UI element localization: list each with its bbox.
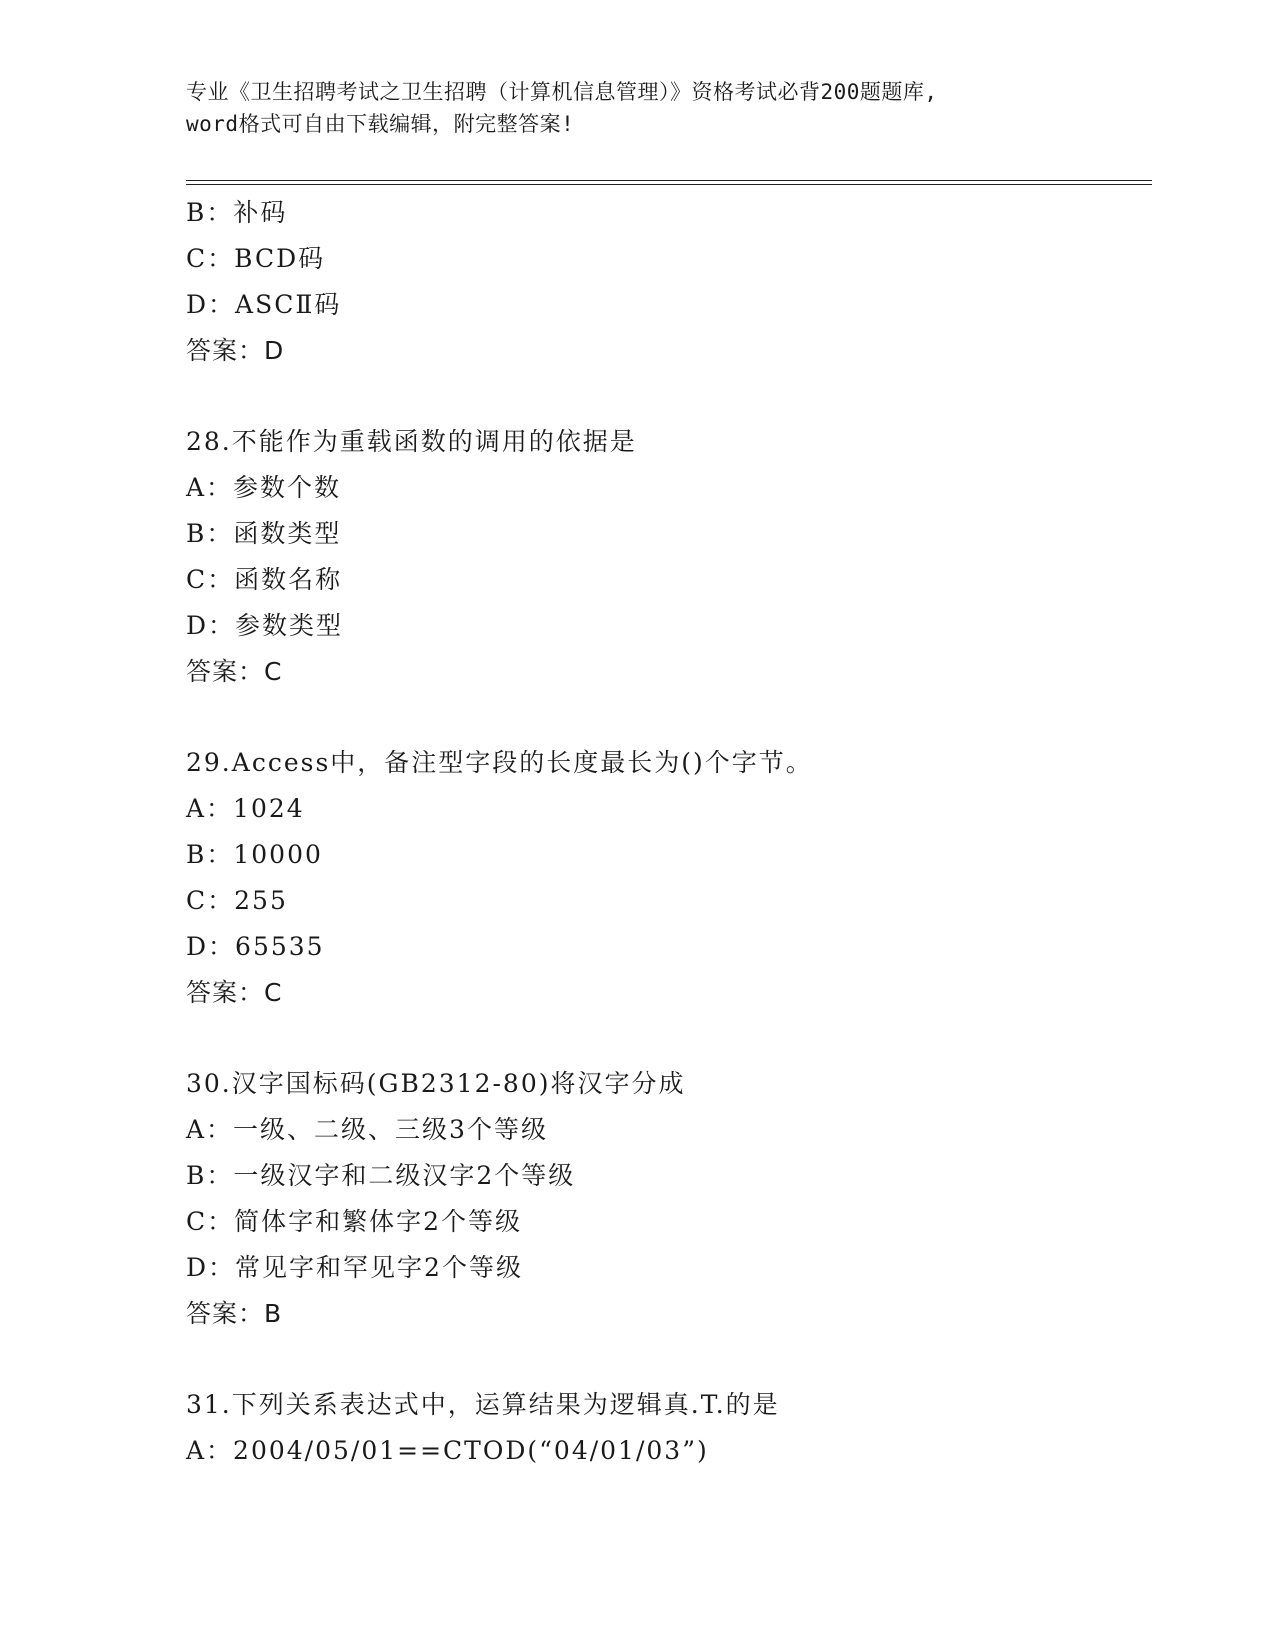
answer-line: 答案：B bbox=[186, 1299, 283, 1328]
option-a: A：参数个数 bbox=[186, 473, 342, 502]
option-c: C：函数名称 bbox=[186, 565, 343, 594]
answer-line: 答案：D bbox=[186, 336, 285, 365]
spacer bbox=[186, 1337, 1152, 1382]
question-31 bbox=[186, 1382, 1152, 1474]
option-b: B：10000 bbox=[186, 840, 323, 869]
header-rule-top bbox=[186, 180, 1152, 181]
option-b: B：一级汉字和二级汉字2个等级 bbox=[186, 1161, 576, 1190]
option-a: A：1024 bbox=[186, 794, 305, 823]
option-c: C：255 bbox=[186, 886, 288, 915]
option-b: B：补码 bbox=[186, 198, 288, 227]
document-header bbox=[186, 76, 1086, 140]
question-28 bbox=[186, 419, 1152, 695]
question-list bbox=[186, 190, 1152, 1474]
option-c: C：简体字和繁体字2个等级 bbox=[186, 1207, 523, 1236]
option-b: B：函数类型 bbox=[186, 519, 342, 548]
spacer bbox=[186, 695, 1152, 740]
question-stem: 30.汉字国标码(GB2312-80)将汉字分成 bbox=[186, 1069, 686, 1098]
question-30 bbox=[186, 1061, 1152, 1337]
header-line-2: word格式可自由下载编辑，附完整答案! bbox=[186, 112, 575, 136]
option-d: D：参数类型 bbox=[186, 611, 344, 640]
answer-line: 答案：C bbox=[186, 657, 283, 686]
spacer bbox=[186, 374, 1152, 419]
option-d: D：ASCⅡ码 bbox=[186, 290, 342, 319]
option-a: A：一级、二级、三级3个等级 bbox=[186, 1115, 548, 1144]
option-c: C：BCD码 bbox=[186, 244, 326, 273]
option-a: A：2004/05/01==CTOD(“04/01/03”) bbox=[186, 1436, 709, 1465]
option-d: D：常见字和罕见字2个等级 bbox=[186, 1253, 523, 1282]
header-rule-bottom bbox=[186, 184, 1152, 185]
spacer bbox=[186, 1016, 1152, 1061]
option-d: D：65535 bbox=[186, 932, 325, 961]
question-stem: 28.不能作为重载函数的调用的依据是 bbox=[186, 427, 637, 456]
answer-line: 答案：C bbox=[186, 978, 283, 1007]
question-stem: 31.下列关系表达式中，运算结果为逻辑真.T.的是 bbox=[186, 1390, 780, 1419]
question-29 bbox=[186, 740, 1152, 1016]
header-line-1: 专业《卫生招聘考试之卫生招聘（计算机信息管理）》资格考试必背200题题库, bbox=[186, 80, 938, 104]
question-stem: 29.Access中，备注型字段的长度最长为()个字节。 bbox=[186, 748, 813, 777]
